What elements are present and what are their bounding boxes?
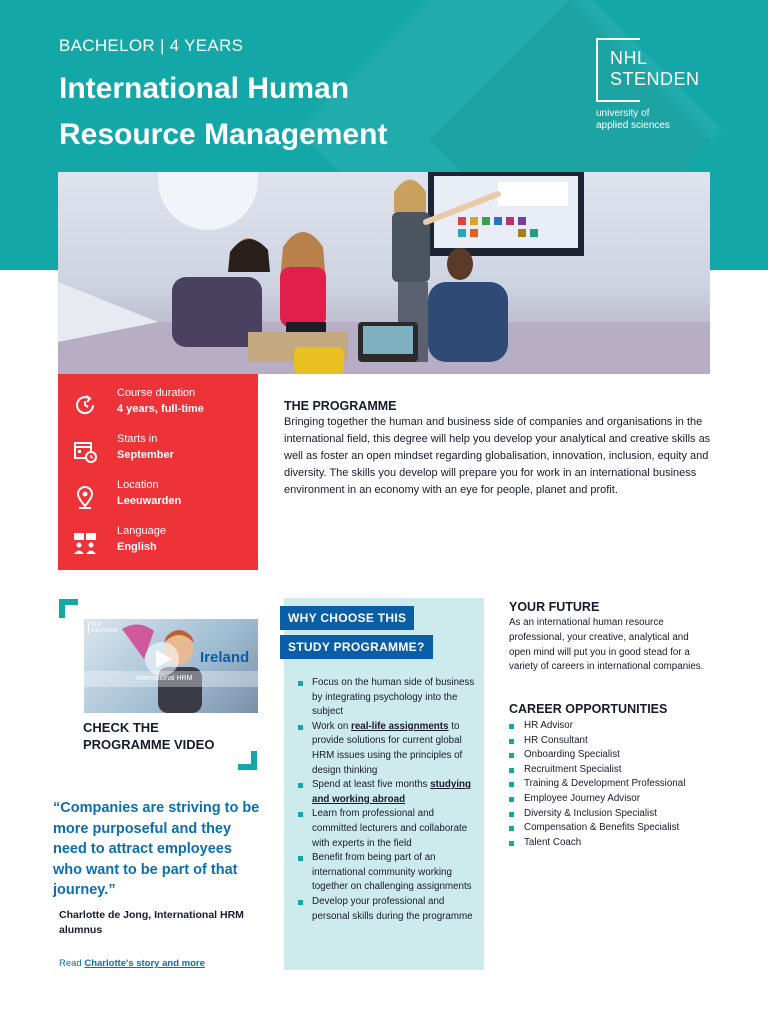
real-life-assignments-link[interactable]: real-life assignments (351, 720, 449, 732)
info-label: Course duration (117, 387, 196, 399)
charlotte-story-link[interactable]: Charlotte's story and more (84, 958, 205, 969)
programme-heading: THE PROGRAMME (284, 399, 397, 413)
video-logo-text: NHL (91, 622, 103, 628)
list-item: Training & Development Professional (509, 777, 719, 792)
location-pin-icon (73, 485, 97, 509)
clock-refresh-icon (73, 393, 97, 417)
video-logo (88, 622, 117, 634)
list-item-text: Develop your professional and personal skills during the programme (312, 895, 473, 922)
info-value: Leeuwarden (117, 495, 182, 507)
programme-description: Bringing together the human and business side of companies and organisations in the international field, this degree will help you develop your analytical and creative skills as well as foster an open mindset regarding globalisation, innovation, inclusion, equity and diversity. The skills you develop will prepare you for work in an international business environment in an economy with an eye for people, planet and profit. (284, 416, 711, 496)
list-item-text: Benefit from being part of an international community working together on challenging assignments (312, 852, 472, 893)
list-item: Talent Coach (509, 836, 719, 851)
video-sign-text: Ireland (200, 649, 250, 666)
info-row-start (58, 433, 258, 473)
logo-subtitle (596, 108, 670, 132)
degree-eyebrow: BACHELOR | 4 YEARS (59, 36, 244, 55)
programme-video-thumbnail[interactable] (84, 619, 258, 713)
list-item: Employee Journey Advisor (509, 792, 719, 807)
list-item (298, 720, 478, 778)
list-item (298, 851, 478, 895)
list-item: Recruitment Specialist (509, 763, 719, 778)
title-line: International Human (59, 72, 350, 105)
future-description: As an international human resource professional, your creative, analytical and open mind will put you in good stead for a variety of careers in international companies. (509, 617, 704, 673)
careers-list (509, 719, 719, 850)
page-title (59, 66, 479, 158)
people-speech-icon (73, 531, 97, 555)
corner-bracket-decor (58, 598, 80, 620)
list-item: Onboarding Specialist (509, 748, 719, 763)
study-abroad-link[interactable]: studying and working abroad (312, 779, 472, 805)
course-info-panel (58, 374, 258, 570)
info-row-duration (58, 387, 258, 427)
list-item: Compensation & Benefits Specialist (509, 821, 719, 836)
info-label: Starts in (117, 433, 158, 445)
quote-author: Charlotte de Jong, International HRM alumnus (59, 909, 244, 936)
logo-subtitle-line: university of (596, 108, 650, 119)
info-row-location (58, 479, 258, 519)
info-value: 4 years, full-time (117, 403, 204, 415)
list-item: Diversity & Inclusion Specialist (509, 807, 719, 822)
list-item (298, 778, 478, 807)
info-value: September (117, 449, 174, 461)
logo-text: NHL (610, 48, 648, 68)
list-item-text: to provide solutions for current global HRM issues using the principles of design thinking (312, 720, 463, 776)
list-item (298, 807, 478, 851)
students-photo (58, 172, 710, 374)
alumni-quote: “Companies are striving to be more purposeful and they need to attract employees who want to be part of that journey.” (53, 800, 260, 898)
list-item-text: Work on (312, 720, 352, 732)
why-heading-line2: STUDY PROGRAMME? (280, 635, 433, 659)
list-item: HR Advisor (509, 719, 719, 734)
list-item (298, 895, 478, 924)
video-caption-line: PROGRAMME VIDEO (83, 737, 215, 752)
careers-heading: CAREER OPPORTUNITIES (509, 702, 668, 716)
video-logo-text: STENDEN (91, 628, 118, 634)
read-more (59, 958, 205, 969)
info-label: Location (117, 479, 159, 491)
info-label: Language (117, 525, 166, 537)
list-item: HR Consultant (509, 734, 719, 749)
students-illustration (58, 172, 710, 374)
logo-subtitle-line: applied sciences (596, 120, 670, 131)
list-item-text: Focus on the human side of business by integrating psychology into the subject (312, 677, 475, 718)
corner-bracket-decor (236, 749, 258, 771)
calendar-icon (73, 439, 97, 463)
future-heading: YOUR FUTURE (509, 600, 600, 614)
video-caption[interactable] (83, 719, 214, 753)
video-title-overlay: International HRM (136, 675, 193, 682)
list-item-text: Learn from professional and committed lecturers and collaborate with experts in the field (312, 808, 468, 849)
why-choose-list (298, 676, 478, 924)
list-item (298, 676, 478, 720)
read-more-prefix: Read (59, 958, 85, 969)
logo-text: STENDEN (610, 69, 700, 89)
why-heading-line1: WHY CHOOSE THIS (280, 606, 414, 630)
title-line: Resource Management (59, 118, 388, 151)
list-item-text: Spend at least five months (312, 779, 431, 791)
info-value: English (117, 541, 157, 553)
info-row-language (58, 525, 258, 565)
video-caption-line: CHECK THE (83, 720, 159, 735)
